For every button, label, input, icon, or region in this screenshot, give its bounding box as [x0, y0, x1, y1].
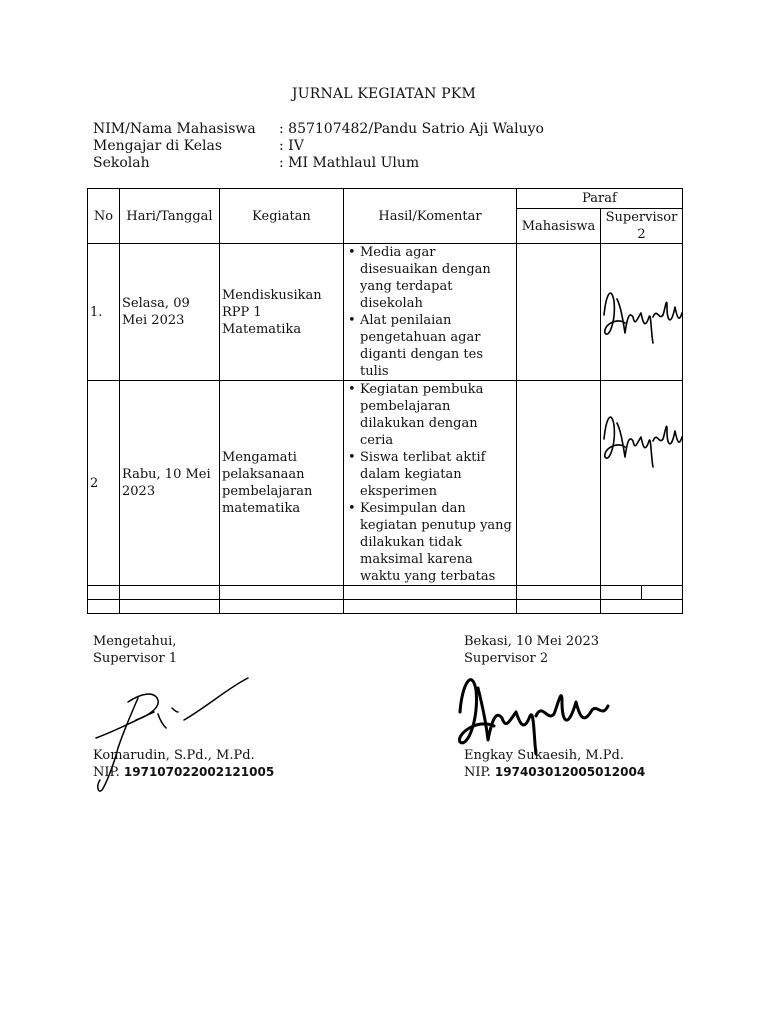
acknowledged-label: Mengetahui,: [93, 634, 177, 649]
result-item: • Alat penilaian pengetahuan agar diganti dengan tes tulis: [346, 312, 514, 380]
header-paraf: Paraf: [517, 189, 683, 209]
row-date: Rabu, 10 Mei 2023: [120, 381, 220, 586]
supervisor-2-paraf-signature: [601, 401, 683, 471]
info-value-kelas: : IV: [279, 138, 304, 154]
row-no: 2: [88, 381, 120, 586]
row-no: 1.: [88, 244, 120, 381]
result-item: • Siswa terlibat aktif dalam kegiatan eksperimen: [346, 449, 514, 500]
supervisor-2-title: Supervisor 2: [464, 651, 549, 666]
info-label-sekolah: Sekolah: [93, 155, 150, 171]
result-item: • Kesimpulan dan kegiatan penutup yang dilakukan tidak maksimal karena waktu yang terbatas: [346, 500, 514, 585]
info-row-sekolah: [93, 155, 613, 172]
supervisor-1-nip: [93, 764, 274, 781]
nip-value: 197107022002121005: [123, 765, 275, 779]
journal-table: [87, 188, 683, 614]
place-date: Bekasi, 10 Mei 2023: [464, 634, 600, 649]
table-row: [88, 381, 683, 586]
supervisor-1-identity: [93, 747, 274, 781]
nip-value: 197403012005012004: [494, 765, 646, 779]
row-results: [344, 381, 517, 586]
supervisor-2-identity: [464, 747, 645, 781]
nip-label: NIP.: [464, 765, 495, 780]
table-header-row: [88, 189, 683, 209]
supervisor-paraf-cell: [601, 244, 683, 381]
supervisor-paraf-cell: [601, 381, 683, 586]
info-row-nim: [93, 121, 613, 138]
supervisor-2-nip: [464, 764, 645, 781]
header-activity: Kegiatan: [220, 189, 344, 244]
info-label-kelas: Mengajar di Kelas: [93, 138, 223, 154]
result-item: • Kegiatan pembuka pembelajaran dilakukan dengan ceria: [346, 381, 514, 449]
document-title: JURNAL KEGIATAN PKM: [291, 86, 477, 102]
empty-row: [88, 600, 683, 614]
info-row-kelas: [93, 138, 613, 155]
row-activity: Mendiskusikan RPP 1 Matematika: [220, 244, 344, 381]
row-activity: Mengamati pelaksanaan pembelajaran matematika: [220, 381, 344, 586]
result-item: • Media agar disesuaikan dengan yang terdapat disekolah: [346, 244, 514, 312]
supervisor-1-title: Supervisor 1: [93, 651, 178, 666]
empty-row: [88, 586, 683, 600]
row-date: Selasa, 09 Mei 2023: [120, 244, 220, 381]
info-value-nim: : 857107482/Pandu Satrio Aji Waluyo: [279, 121, 544, 137]
supervisor-1-block: [93, 633, 177, 667]
supervisor-1-name: Komarudin, S.Pd., M.Pd.: [93, 748, 255, 763]
header-result: Hasil/Komentar: [344, 189, 517, 244]
table-row: [88, 244, 683, 381]
header-mahasiswa: Mahasiswa: [517, 209, 601, 244]
header-supervisor: Supervisor 2: [601, 209, 683, 244]
supervisor-2-signature: [452, 660, 612, 758]
supervisor-1-signature: [88, 672, 253, 802]
mahasiswa-paraf-cell: [517, 381, 601, 586]
info-label-nim: NIM/Nama Mahasiswa: [93, 121, 256, 137]
nip-label: NIP.: [93, 765, 124, 780]
info-value-sekolah: : MI Mathlaul Ulum: [279, 155, 420, 171]
mahasiswa-paraf-cell: [517, 244, 601, 381]
header-no: No: [88, 189, 120, 244]
row-results: [344, 244, 517, 381]
supervisor-2-name: Engkay Sukaesih, M.Pd.: [464, 748, 624, 763]
supervisor-2-paraf-signature: [601, 277, 683, 347]
header-date: Hari/Tanggal: [120, 189, 220, 244]
